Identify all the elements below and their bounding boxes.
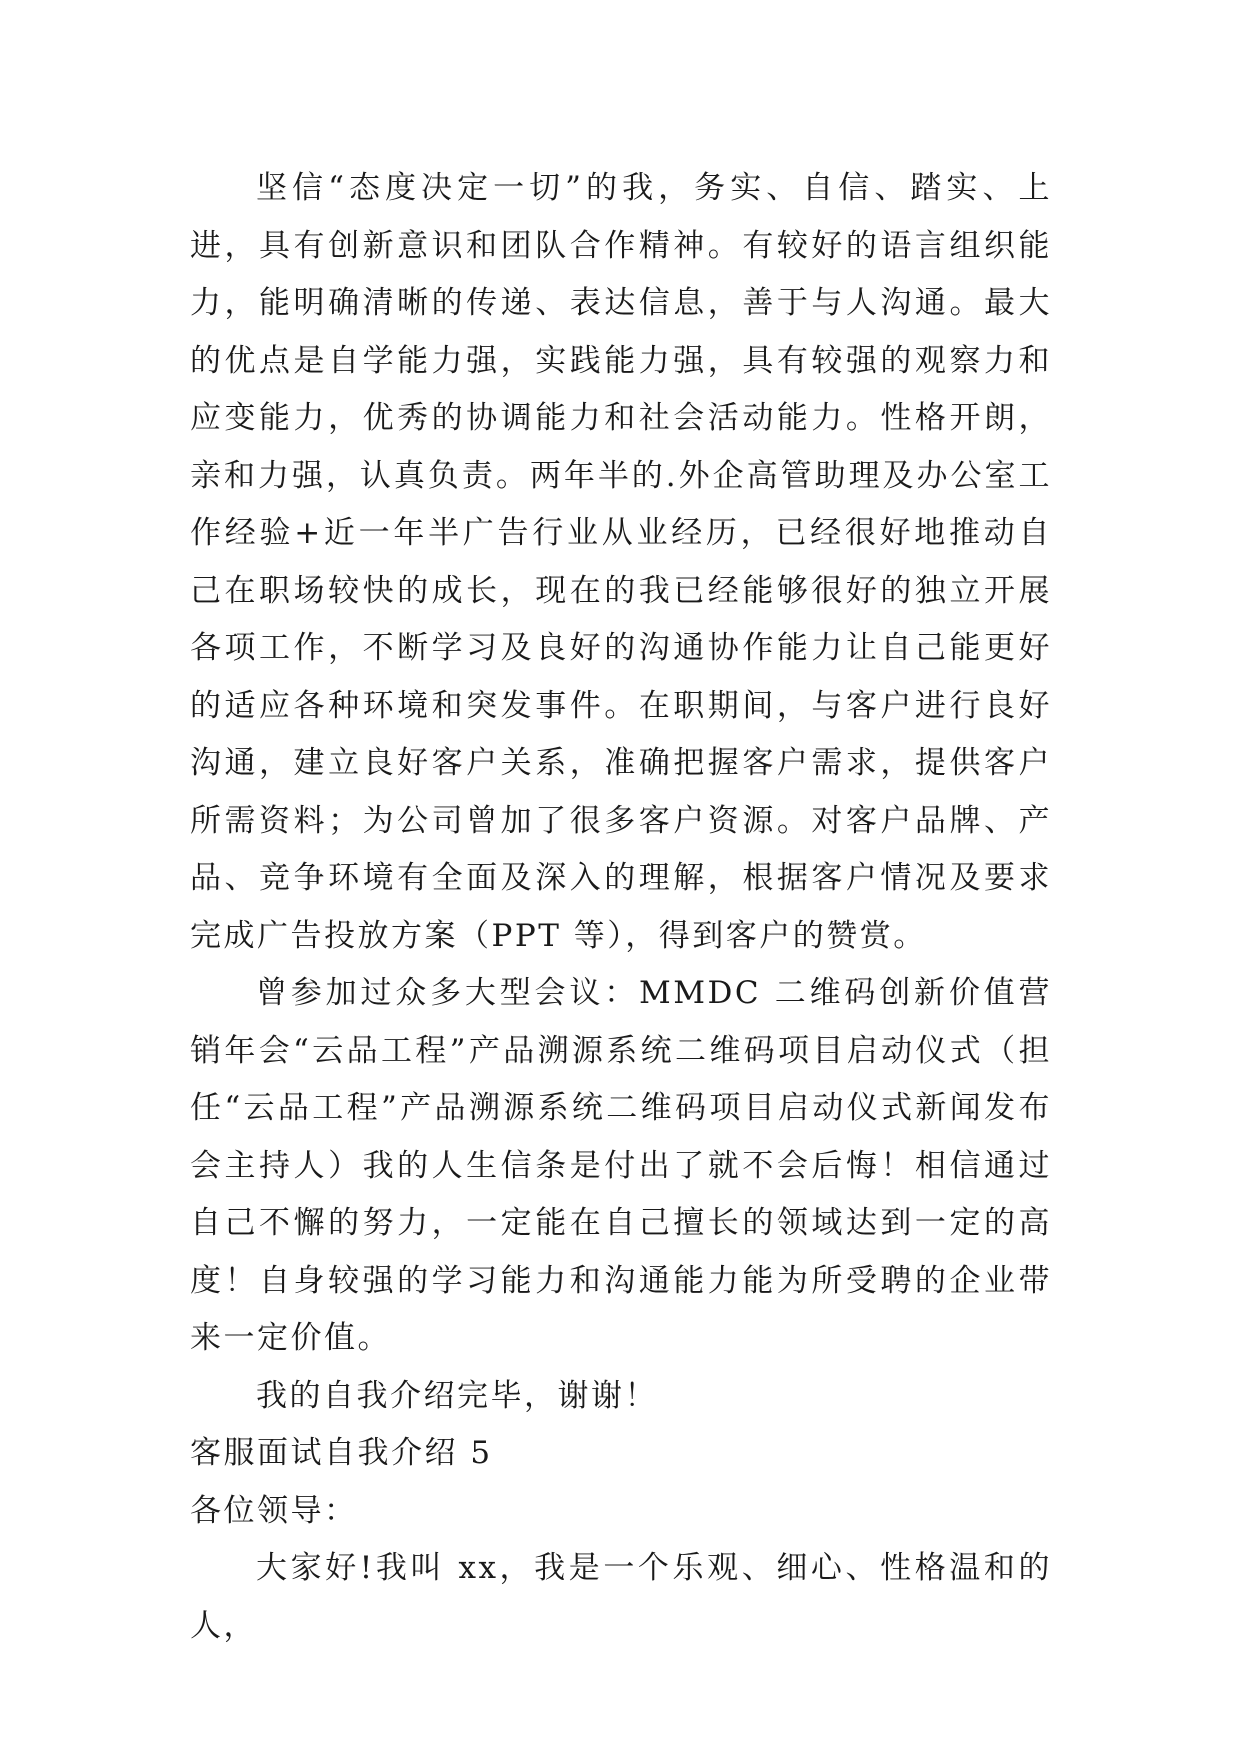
document-body	[190, 160, 1052, 1655]
paragraph-self-description: 坚信“态度决定一切”的我，务实、自信、踏实、上进，具有创新意识和团队合作精神。有较好的语言组织能力，能明确清晰的传递、表达信息，善于与人沟通。最大的优点是自学能力强，实践能力强，具有较强的观察力和应变能力，优秀的协调能力和社会活动能力。性格开朗，亲和力强，认真负责。两年半的.外企高管助理及办公室工作经验+近一年半广告行业从业经历，已经很好地推动自己在职场较快的成长，现在的我已经能够很好的独立开展各项工作，不断学习及良好的沟通协作能力让自己能更好的适应各种环境和突发事件。在职期间，与客户进行良好沟通，建立良好客户关系，准确把握客户需求，提供客户所需资料；为公司曾加了很多客户资源。对客户品牌、产品、竞争环境有全面及深入的理解，根据客户情况及要求完成广告投放方案（PPT 等），得到客户的赞赏。	[190, 170, 1052, 954]
salutation: 各位领导：	[190, 1492, 358, 1529]
paragraph-meetings: 曾参加过众多大型会议：MMDC 二维码创新价值营销年会“云品工程”产品溯源系统二维码项目启动仪式（担任“云品工程”产品溯源系统二维码项目启动仪式新闻发布会主持人）我的人生信条是付出了就不会后悔！相信通过自己不懈的努力，一定能在自己擅长的领域达到一定的高度！自身较强的学习能力和沟通能力能为所受聘的企业带来一定价值。	[190, 975, 1052, 1356]
section-title: 客服面试自我介绍 5	[190, 1435, 493, 1471]
paragraph-closing: 我的自我介绍完毕，谢谢！	[256, 1377, 658, 1414]
paragraph-opening: 大家好!我叫 xx，我是一个乐观、细心、性格温和的人，	[190, 1550, 1052, 1644]
